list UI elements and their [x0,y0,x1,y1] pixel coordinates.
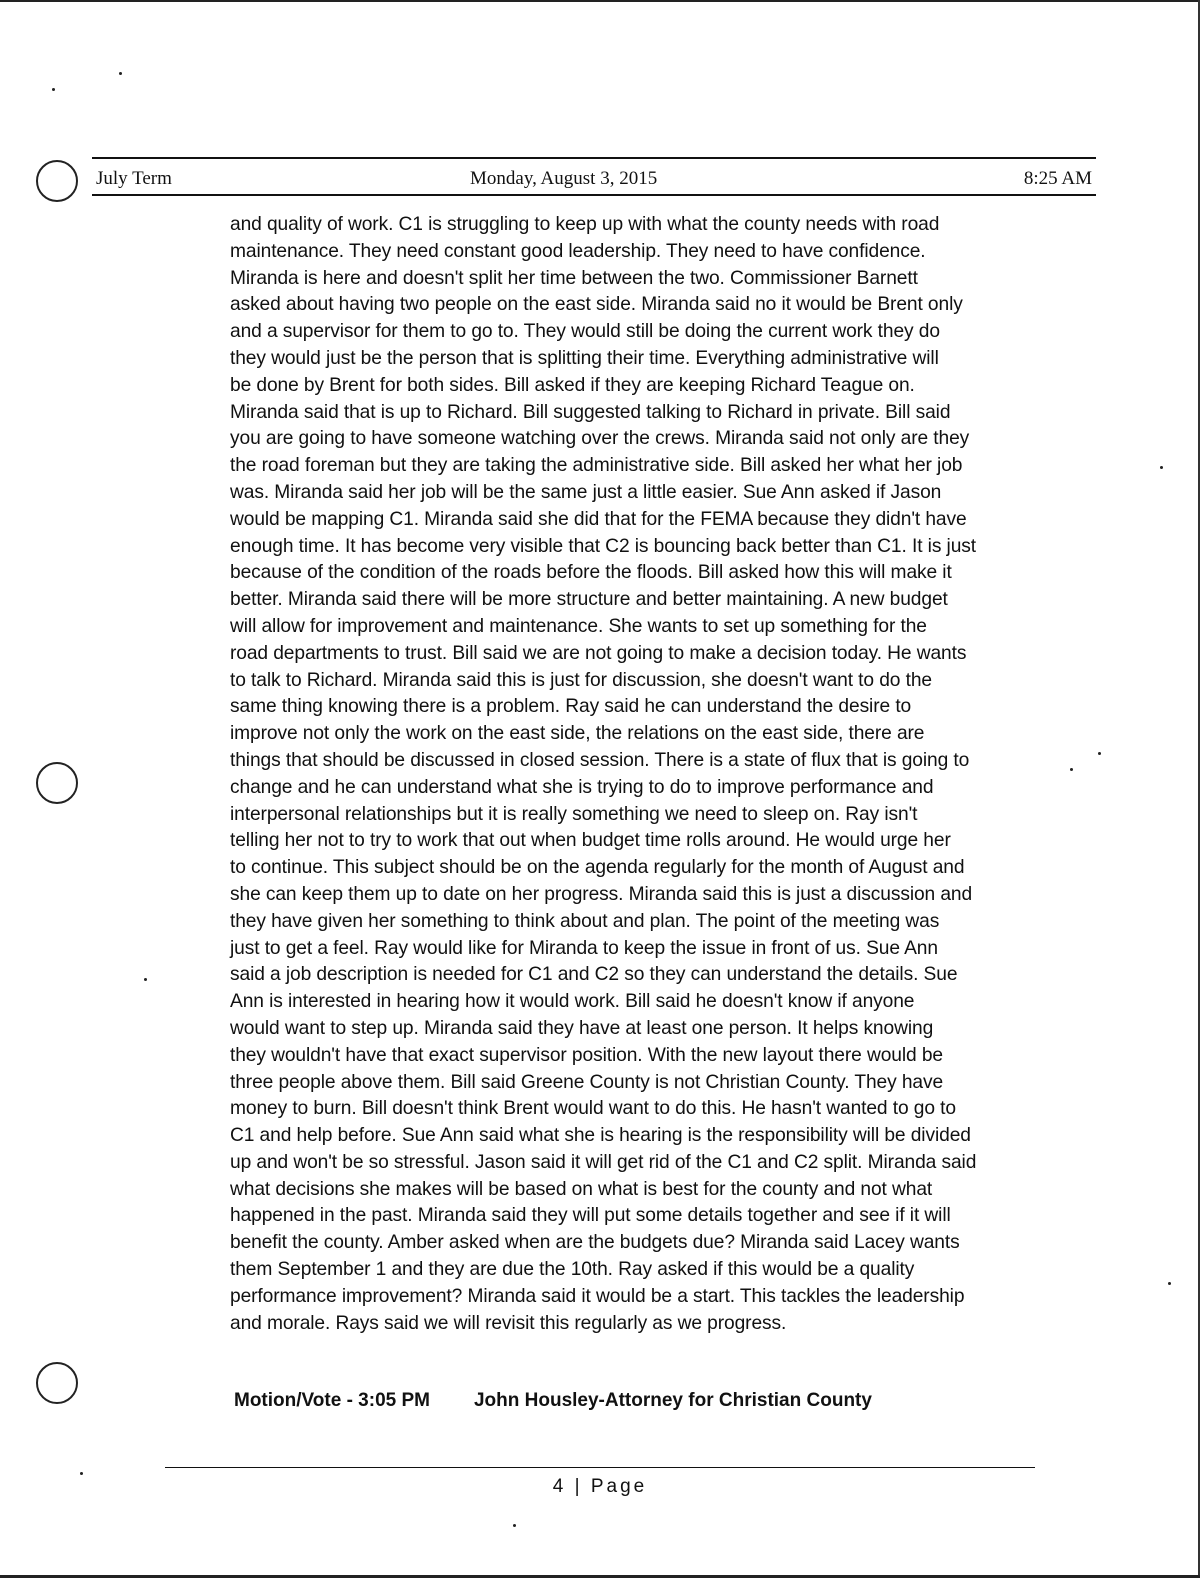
footer-rule [165,1467,1035,1468]
minutes-body [230,212,1050,1337]
body-line: money to burn. Bill doesn't think Brent would want to do this. He hasn't wanted to go to [230,1098,956,1120]
body-line: improve not only the work on the east side, the relations on the east side, there are [230,723,925,745]
body-line: happened in the past. Miranda said they will put some details together and see if it will [230,1205,951,1227]
body-line: Miranda said that is up to Richard. Bill suggested talking to Richard in private. Bill said [230,401,951,423]
body-line: said a job description is needed for C1 and C2 so they can understand the details. Sue [230,964,958,986]
body-line: you are going to have someone watching over the crews. Miranda said not only are they [230,428,970,450]
body-line: and morale. Rays said we will revisit this regularly as we progress. [230,1312,787,1334]
body-line: maintenance. They need constant good leadership. They need to have confidence. [230,240,926,262]
scan-speck [52,88,55,91]
body-line: telling her not to try to work that out when budget time rolls around. He would urge her [230,830,951,852]
body-line: because of the condition of the roads before the floods. Bill asked how this will make it [230,562,952,584]
header-rule-bottom [92,194,1096,196]
body-line: asked about having two people on the east side. Miranda said no it would be Brent only [230,294,963,316]
body-line: would want to step up. Miranda said they have at least one person. It helps knowing [230,1017,934,1039]
scan-speck [144,978,147,981]
body-line: was. Miranda said her job will be the same just a little easier. Sue Ann asked if Jason [230,481,942,503]
body-line: performance improvement? Miranda said it would be a start. This tackles the leadership [230,1285,965,1307]
body-line: change and he can understand what she is trying to do to improve performance and [230,776,934,798]
motion-label: Motion/Vote - 3:05 PM [234,1390,430,1411]
scan-speck [1070,768,1073,771]
header-time: 8:25 AM [1023,168,1092,189]
body-line: will allow for improvement and maintenance. She wants to set up something for the [230,615,927,637]
body-line: would be mapping C1. Miranda said she did that for the FEMA because they didn't have [230,508,967,530]
motion-title: John Housley-Attorney for Christian County [473,1390,872,1411]
header-date: Monday, August 3, 2015 [470,168,658,189]
body-line: Miranda is here and doesn't split her time between the two. Commissioner Barnett [230,267,918,289]
motion-heading [234,1390,872,1412]
header-rule-top [92,157,1096,159]
body-line: they would just be the person that is splitting their time. Everything administrative will [230,347,939,369]
body-line: interpersonal relationships but it is really something we need to sleep on. Ray isn't [230,803,918,825]
scan-speck [1160,466,1163,469]
scan-speck [1098,752,1101,755]
page-number: 4 | Page [552,1476,648,1497]
body-line: and a supervisor for them to go to. They would still be doing the current work they do [230,321,940,343]
body-line: she can keep them up to date on her progress. Miranda said this is just a discussion and [230,883,973,905]
body-line: three people above them. Bill said Greene County is not Christian County. They have [230,1071,944,1093]
body-line: and quality of work. C1 is struggling to keep up with what the county needs with road [230,214,940,235]
body-line: they wouldn't have that exact supervisor position. With the new layout there would be [230,1044,943,1066]
body-line: benefit the county. Amber asked when are the budgets due? Miranda said Lacey wants [230,1232,960,1254]
scan-speck [513,1524,516,1527]
binder-hole-top [36,160,78,202]
scan-speck [1168,1282,1171,1285]
body-line: enough time. It has become very visible that C2 is bouncing back better than C1. It is just [230,535,977,557]
body-line: same thing knowing there is a problem. Ray said he can understand the desire to [230,696,912,718]
body-line: C1 and help before. Sue Ann said what she is hearing is the responsibility will be divided [230,1125,971,1147]
binder-hole-middle [36,762,78,804]
body-line: up and won't be so stressful. Jason said it will get rid of the C1 and C2 split. Miranda said [230,1151,977,1173]
page-edge-top [0,0,1200,2]
body-line: to continue. This subject should be on the agenda regularly for the month of August and [230,857,965,879]
body-line: them September 1 and they are due the 10th. Ray asked if this would be a quality [230,1259,915,1281]
body-line: to talk to Richard. Miranda said this is just for discussion, she doesn't want to do the [230,669,932,691]
body-line: road departments to trust. Bill said we are not going to make a decision today. He wants [230,642,967,664]
body-line: what decisions she makes will be based on what is best for the county and not what [230,1178,933,1200]
body-line: just to get a feel. Ray would like for Miranda to keep the issue in front of us. Sue Ann [230,937,938,959]
scan-speck [80,1472,83,1475]
header-term: July Term [96,168,172,189]
scan-speck [119,72,122,75]
body-line: they have given her something to think about and plan. The point of the meeting was [230,910,940,932]
body-line: the road foreman but they are taking the administrative side. Bill asked her what her job [230,455,963,477]
body-line: better. Miranda said there will be more structure and better maintaining. A new budget [230,589,948,611]
body-line: be done by Brent for both sides. Bill asked if they are keeping Richard Teague on. [230,374,915,396]
body-line: Ann is interested in hearing how it would work. Bill said he doesn't know if anyone [230,991,915,1013]
binder-hole-bottom [36,1362,78,1404]
body-line: things that should be discussed in closed session. There is a state of flux that is going to [230,749,970,771]
